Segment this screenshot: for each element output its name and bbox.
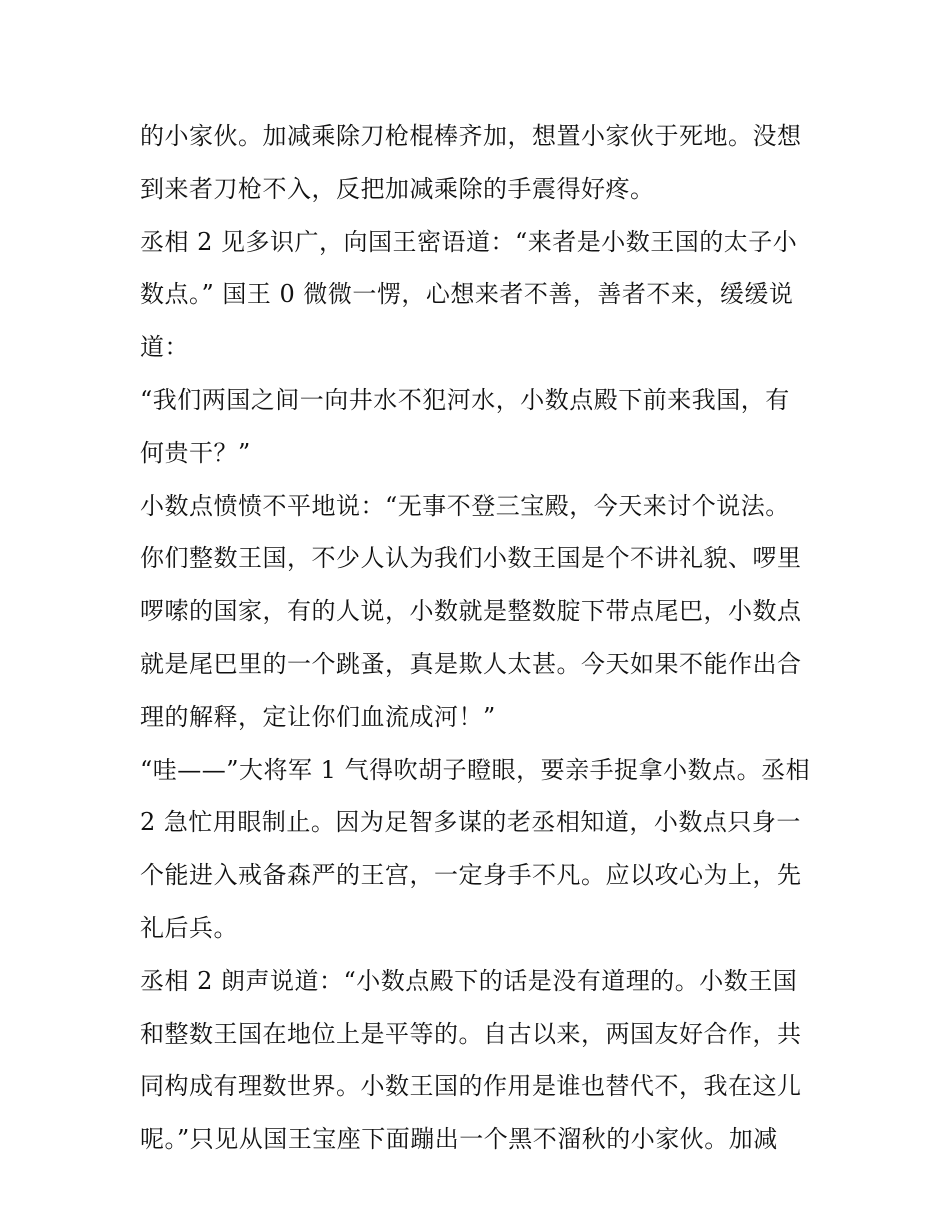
text-line: “哇——”大将军 1 气得吹胡子瞪眼，要亲手捉拿小数点。丞相 xyxy=(140,755,811,784)
text-line: 和整数王国在地位上是平等的。自古以来，两国友好合作，共 xyxy=(140,1019,802,1048)
text-line: 呢。”只见从国王宝座下面蹦出一个黑不溜秋的小家伙。加减 xyxy=(140,1125,778,1154)
text-line: 数点。” 国王 0 微微一愣，心想来者不善，善者不来，缓缓说 xyxy=(140,280,794,309)
text-line: 丞相 2 朗声说道：“小数点殿下的话是没有道理的。小数王国 xyxy=(140,966,798,995)
text-line: 到来者刀枪不入，反把加减乘除的手震得好疼。 xyxy=(140,174,655,203)
text-line: 就是尾巴里的一个跳蚤，真是欺人太甚。今天如果不能作出合 xyxy=(140,649,802,678)
text-line: 礼后兵。 xyxy=(140,913,238,942)
text-line: 2 急忙用眼制止。因为足智多谋的老丞相知道，小数点只身一 xyxy=(140,808,801,837)
text-line: 理的解释，定让你们血流成河！” xyxy=(140,702,496,731)
text-line: 何贵干？” xyxy=(140,438,251,467)
text-line: 个能进入戒备森严的王宫，一定身手不凡。应以攻心为上，先 xyxy=(140,861,802,890)
text-line: 小数点愤愤不平地说：“无事不登三宝殿，今天来讨个说法。 xyxy=(140,491,790,520)
text-line: 丞相 2 见多识广，向国王密语道：“来者是小数王国的太子小 xyxy=(140,227,798,256)
text-line: 的小家伙。加减乘除刀枪棍棒齐加，想置小家伙于死地。没想 xyxy=(140,122,802,150)
story-text xyxy=(140,110,820,1166)
text-line: 道： xyxy=(140,333,189,362)
text-line: “我们两国之间一向井水不犯河水，小数点殿下前来我国，有 xyxy=(140,385,790,414)
text-line: 你们整数王国，不少人认为我们小数王国是个不讲礼貌、啰里 xyxy=(140,544,802,573)
text-line: 同构成有理数世界。小数王国的作用是谁也替代不，我在这儿 xyxy=(140,1072,802,1101)
text-line: 啰嗦的国家，有的人说，小数就是整数腚下带点尾巴，小数点 xyxy=(140,597,802,626)
